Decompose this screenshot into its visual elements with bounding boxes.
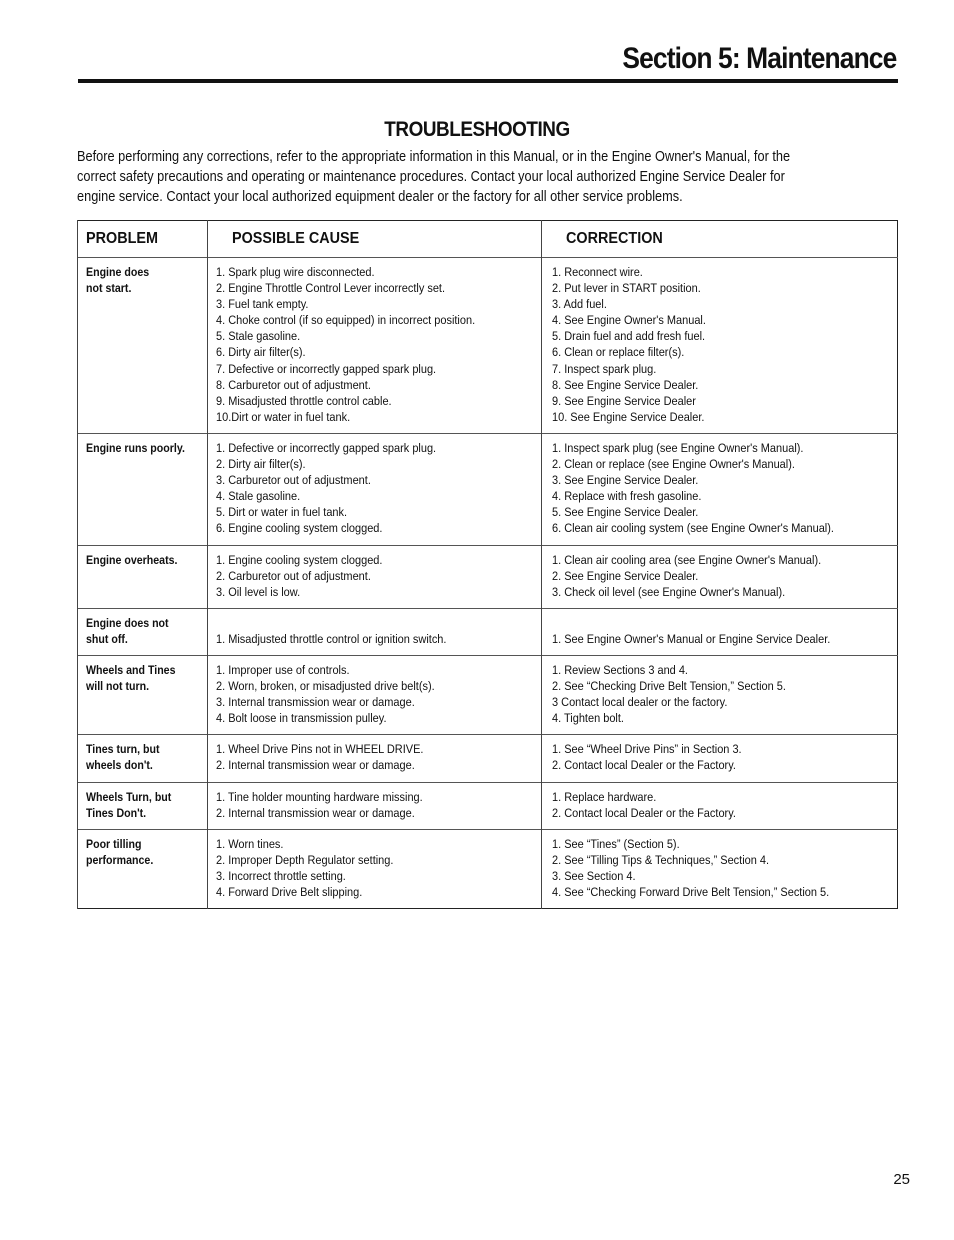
problem-line: Tines turn, but xyxy=(86,742,160,757)
cause-line: 1. Defective or incorrectly gapped spark plug. xyxy=(216,440,437,455)
correction-line: 5. Drain fuel and add fresh fuel. xyxy=(552,329,706,344)
table-row xyxy=(78,608,898,655)
cause-line: 2. Engine Throttle Control Lever incorrectly set. xyxy=(216,281,446,296)
correction-line: 4. Replace with fresh gasoline. xyxy=(552,489,702,504)
header-correction: CORRECTION xyxy=(542,221,898,258)
cause-line: 2. Internal transmission wear or damage. xyxy=(216,758,415,773)
correction-cell xyxy=(542,433,898,545)
problem-line: Engine does not xyxy=(86,615,169,630)
table-row xyxy=(78,258,898,434)
correction-line: 6. Clean or replace filter(s). xyxy=(552,345,685,360)
correction-line: 3. Check oil level (see Engine Owner's Manual). xyxy=(552,584,786,599)
intro-line: engine service. Contact your local authorized equipment dealer or the factory for all other service problems. xyxy=(77,189,683,205)
header-rule xyxy=(78,79,898,83)
correction-line: 1. Reconnect wire. xyxy=(552,265,643,279)
problem-line: will not turn. xyxy=(86,679,150,694)
cause-line: 4. Forward Drive Belt slipping. xyxy=(216,885,363,899)
correction-line: 2. Contact local Dealer or the Factory. xyxy=(552,758,736,773)
correction-line xyxy=(552,615,859,631)
problem-cell xyxy=(78,735,208,782)
correction-line: 2. See “Tilling Tips & Techniques,” Section 4. xyxy=(552,852,770,867)
cause-cell xyxy=(208,608,542,655)
cause-line: 3. Internal transmission wear or damage. xyxy=(216,695,415,710)
correction-line: 2. Put lever in START position. xyxy=(552,281,701,296)
section-title: Section 5: Maintenance xyxy=(621,42,896,75)
cause-line: 2. Worn, broken, or misadjusted drive belt(s). xyxy=(216,679,435,694)
correction-line: 2. Clean or replace (see Engine Owner's Manual). xyxy=(552,457,795,472)
cause-line: 1. Engine cooling system clogged. xyxy=(216,552,383,567)
correction-cell xyxy=(542,735,898,782)
correction-line: 6. Clean air cooling system (see Engine Owner's Manual). xyxy=(552,521,834,536)
cause-line: 2. Carburetor out of adjustment. xyxy=(216,568,371,583)
correction-line: 1. Inspect spark plug (see Engine Owner's Manual). xyxy=(552,440,804,455)
problem-line: Wheels and Tines xyxy=(86,662,176,677)
header-problem: PROBLEM xyxy=(78,221,208,258)
cause-line: 10.Dirt or water in fuel tank. xyxy=(216,409,351,424)
correction-line: 3. See Engine Service Dealer. xyxy=(552,473,699,488)
intro-line: Before performing any corrections, refer to the appropriate information in this Manual, or in the Engine Owner's Manual, for the xyxy=(77,149,791,165)
cause-line: 5. Dirt or water in fuel tank. xyxy=(216,505,348,520)
table-row xyxy=(78,735,898,782)
cause-line: 1. Spark plug wire disconnected. xyxy=(216,265,375,279)
problem-line: Poor tilling xyxy=(86,836,142,851)
problem-cell xyxy=(78,258,208,434)
correction-cell xyxy=(542,829,898,908)
cause-cell xyxy=(208,782,542,829)
correction-cell xyxy=(542,782,898,829)
cause-line: 1. Improper use of controls. xyxy=(216,662,350,677)
problem-line: not start. xyxy=(86,281,132,296)
table-row xyxy=(78,829,898,908)
problem-cell xyxy=(78,545,208,608)
problem-cell xyxy=(78,608,208,655)
problem-cell xyxy=(78,829,208,908)
correction-line: 4. Tighten bolt. xyxy=(552,711,624,726)
problem-line: shut off. xyxy=(86,631,128,646)
cause-line: 1. Wheel Drive Pins not in WHEEL DRIVE. xyxy=(216,742,424,757)
cause-line: 2. Internal transmission wear or damage. xyxy=(216,805,415,820)
correction-line: 3. Add fuel. xyxy=(552,297,607,312)
correction-line: 7. Inspect spark plug. xyxy=(552,361,657,376)
cause-cell xyxy=(208,433,542,545)
problem-cell xyxy=(78,655,208,734)
correction-cell xyxy=(542,655,898,734)
correction-line: 1. See “Tines” (Section 5). xyxy=(552,836,680,851)
correction-line: 1. Clean air cooling area (see Engine Owner's Manual). xyxy=(552,552,822,567)
correction-cell xyxy=(542,608,898,655)
correction-line: 2. Contact local Dealer or the Factory. xyxy=(552,805,736,820)
correction-line: 4. See Engine Owner's Manual. xyxy=(552,313,706,328)
cause-line xyxy=(216,615,505,631)
cause-line: 2. Improper Depth Regulator setting. xyxy=(216,852,394,867)
correction-line: 3. See Section 4. xyxy=(552,868,636,883)
correction-line: 10. See Engine Service Dealer. xyxy=(552,409,705,424)
cause-cell xyxy=(208,829,542,908)
intro-line: correct safety precautions and operating or maintenance procedures. Contact your local authorized Engine Service Dealer for xyxy=(77,169,785,185)
correction-cell xyxy=(542,258,898,434)
cause-line: 3. Oil level is low. xyxy=(216,584,301,599)
table-header-row xyxy=(78,221,898,258)
correction-line: 9. See Engine Service Dealer xyxy=(552,393,696,408)
cause-line: 4. Choke control (if so equipped) in incorrect position. xyxy=(216,313,476,328)
correction-line: 4. See “Checking Forward Drive Belt Tension,” Section 5. xyxy=(552,885,830,899)
page-heading: TROUBLESHOOTING xyxy=(384,118,570,141)
cause-line: 3. Carburetor out of adjustment. xyxy=(216,473,371,488)
problem-line: performance. xyxy=(86,852,154,867)
cause-line: 5. Stale gasoline. xyxy=(216,329,301,344)
cause-line: 3. Incorrect throttle setting. xyxy=(216,868,346,883)
problem-line: Tines Don't. xyxy=(86,805,147,820)
intro-paragraph xyxy=(77,147,904,207)
cause-line: 6. Engine cooling system clogged. xyxy=(216,521,383,536)
cause-line: 6. Dirty air filter(s). xyxy=(216,345,306,360)
cause-line: 1. Misadjusted throttle control or ignition switch. xyxy=(216,631,447,646)
cause-line: 7. Defective or incorrectly gapped spark plug. xyxy=(216,361,437,376)
cause-cell xyxy=(208,545,542,608)
correction-line: 5. See Engine Service Dealer. xyxy=(552,505,699,520)
header-possible-cause: POSSIBLE CAUSE xyxy=(208,221,542,258)
problem-line: Engine runs poorly. xyxy=(86,440,185,455)
cause-line: 8. Carburetor out of adjustment. xyxy=(216,377,371,392)
problem-cell xyxy=(78,433,208,545)
cause-line: 3. Fuel tank empty. xyxy=(216,297,309,312)
correction-line: 1. See “Wheel Drive Pins” in Section 3. xyxy=(552,742,742,757)
correction-line: 2. See “Checking Drive Belt Tension,” Section 5. xyxy=(552,679,786,694)
troubleshooting-table xyxy=(77,220,898,909)
cause-cell xyxy=(208,258,542,434)
correction-line: 1. See Engine Owner's Manual or Engine Service Dealer. xyxy=(552,631,831,646)
correction-line: 8. See Engine Service Dealer. xyxy=(552,377,699,392)
cause-line: 9. Misadjusted throttle control cable. xyxy=(216,393,392,408)
cause-line: 1. Tine holder mounting hardware missing. xyxy=(216,789,423,804)
cause-line: 1. Worn tines. xyxy=(216,836,284,851)
cause-line: 4. Stale gasoline. xyxy=(216,489,301,504)
correction-line: 2. See Engine Service Dealer. xyxy=(552,568,699,583)
problem-line: Engine does xyxy=(86,265,150,279)
problem-cell xyxy=(78,782,208,829)
problem-line: Wheels Turn, but xyxy=(86,789,172,804)
table-row xyxy=(78,655,898,734)
cause-line: 2. Dirty air filter(s). xyxy=(216,457,306,472)
cause-cell xyxy=(208,655,542,734)
correction-line: 1. Replace hardware. xyxy=(552,789,657,804)
table-row xyxy=(78,782,898,829)
page-number: 25 xyxy=(893,1171,910,1188)
problem-line: wheels don't. xyxy=(86,758,153,773)
problem-line: Engine overheats. xyxy=(86,552,178,567)
correction-line: 3 Contact local dealer or the factory. xyxy=(552,695,728,710)
table-row xyxy=(78,545,898,608)
correction-cell xyxy=(542,545,898,608)
cause-line: 4. Bolt loose in transmission pulley. xyxy=(216,711,387,726)
cause-cell xyxy=(208,735,542,782)
correction-line: 1. Review Sections 3 and 4. xyxy=(552,662,688,677)
table-row xyxy=(78,433,898,545)
